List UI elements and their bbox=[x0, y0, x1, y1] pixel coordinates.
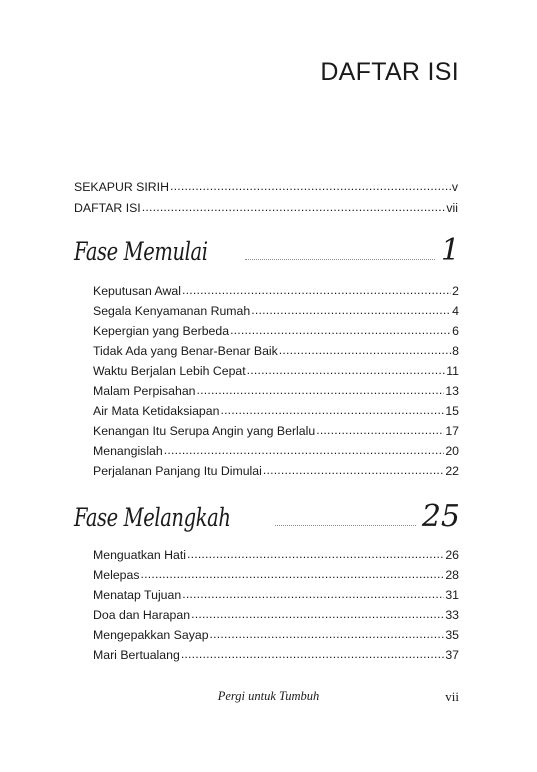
toc-entry-label: SEKAPUR SIRIH bbox=[74, 180, 169, 195]
dot-leader bbox=[220, 403, 444, 415]
dot-leader bbox=[182, 283, 451, 295]
dot-leader bbox=[316, 423, 444, 435]
dot-leader bbox=[247, 363, 446, 375]
toc-entry-label: DAFTAR ISI bbox=[74, 201, 141, 216]
dot-leader bbox=[230, 323, 451, 335]
dot-leader bbox=[170, 179, 451, 191]
dot-leader bbox=[140, 567, 444, 579]
toc-entry-label: Menangislah bbox=[93, 444, 163, 459]
toc-entry-label: Menguatkan Hati bbox=[93, 548, 186, 563]
toc-entry-label: Kepergian yang Berbeda bbox=[93, 324, 230, 339]
toc-entry-page: vii bbox=[446, 201, 458, 216]
dot-leader bbox=[182, 587, 444, 599]
toc-entry[interactable] bbox=[93, 283, 459, 298]
toc-entry[interactable] bbox=[93, 547, 459, 562]
toc-entry-label: Malam Perpisahan bbox=[93, 384, 196, 399]
section-page: 25 bbox=[421, 499, 460, 534]
toc-entry[interactable] bbox=[93, 343, 459, 358]
toc-entry-label: Menatap Tujuan bbox=[93, 588, 182, 603]
toc-entry-label: Kenangan Itu Serupa Angin yang Berlalu bbox=[93, 424, 316, 439]
toc-entry[interactable] bbox=[93, 363, 459, 378]
toc-entry-page: 37 bbox=[445, 648, 459, 663]
dot-leader bbox=[275, 525, 416, 526]
section-heading-fase-memulai[interactable] bbox=[74, 226, 460, 266]
toc-entry-label: Mengepakkan Sayap bbox=[93, 628, 209, 643]
toc-entry-label: Doa dan Harapan bbox=[93, 608, 191, 623]
toc-entry-page: 6 bbox=[452, 324, 459, 339]
toc-entry-page: 26 bbox=[445, 548, 459, 563]
toc-entry-label: Perjalanan Panjang Itu Dimulai bbox=[93, 464, 262, 479]
toc-entry[interactable] bbox=[93, 443, 459, 458]
toc-entry[interactable] bbox=[93, 567, 459, 582]
toc-entry-page: 15 bbox=[445, 404, 459, 419]
toc-entry-label: Melepas bbox=[93, 568, 140, 583]
toc-entry[interactable] bbox=[93, 607, 459, 622]
dot-leader bbox=[164, 443, 445, 455]
toc-entry-page: 33 bbox=[445, 608, 459, 623]
running-footer-title: Pergi untuk Tumbuh bbox=[217, 689, 320, 703]
toc-entry-page: 13 bbox=[445, 384, 459, 399]
toc-entry-label: Tidak Ada yang Benar-Benar Baik bbox=[93, 344, 278, 359]
toc-entry-label: Mari Bertualang bbox=[93, 648, 180, 663]
toc-entry-page: 4 bbox=[452, 304, 459, 319]
toc-entry[interactable] bbox=[93, 383, 459, 398]
toc-entry-page: 20 bbox=[445, 444, 459, 459]
toc-entry-page: 11 bbox=[446, 364, 459, 379]
page-number: vii bbox=[445, 689, 459, 704]
toc-entry[interactable] bbox=[93, 403, 459, 418]
dot-leader bbox=[142, 200, 446, 212]
section-title: Fase Memulai bbox=[74, 237, 208, 266]
toc-entry-label: Segala Kenyamanan Rumah bbox=[93, 304, 251, 319]
dot-leader bbox=[191, 607, 444, 619]
toc-entry-page: 2 bbox=[452, 284, 459, 299]
toc-entry-label: Waktu Berjalan Lebih Cepat bbox=[93, 364, 246, 379]
page-title: DAFTAR ISI bbox=[320, 58, 459, 86]
toc-entry[interactable] bbox=[93, 627, 459, 642]
toc-entry-page: 22 bbox=[445, 464, 459, 479]
toc-entry[interactable] bbox=[93, 587, 459, 602]
dot-leader bbox=[187, 547, 444, 559]
section-title: Fase Melangkah bbox=[74, 503, 231, 532]
toc-entry-page: 31 bbox=[445, 588, 459, 603]
toc-entry[interactable] bbox=[93, 647, 459, 662]
toc-entry-page: 28 bbox=[445, 568, 459, 583]
toc-entry-page: 17 bbox=[445, 424, 459, 439]
toc-entry-label: Keputusan Awal bbox=[93, 284, 181, 299]
dot-leader bbox=[263, 463, 444, 475]
toc-entry-sekapur-sirih[interactable] bbox=[74, 179, 458, 194]
toc-entry[interactable] bbox=[93, 323, 459, 338]
dot-leader bbox=[210, 627, 445, 639]
toc-entry-label: Air Mata Ketidaksiapan bbox=[93, 404, 220, 419]
toc-entry-daftar-isi[interactable] bbox=[74, 200, 458, 215]
section-heading-fase-melangkah[interactable] bbox=[74, 492, 460, 532]
dot-leader bbox=[251, 303, 451, 315]
toc-entry[interactable] bbox=[93, 303, 459, 318]
toc-entry-page: 8 bbox=[452, 344, 459, 359]
dot-leader bbox=[245, 259, 435, 260]
toc-entry-page: 35 bbox=[445, 628, 459, 643]
section-page: 1 bbox=[440, 233, 460, 268]
dot-leader bbox=[181, 647, 445, 659]
toc-entry[interactable] bbox=[93, 423, 459, 438]
toc-entry-page: v bbox=[451, 180, 458, 195]
dot-leader bbox=[279, 343, 451, 355]
toc-entry[interactable] bbox=[93, 463, 459, 478]
dot-leader bbox=[197, 383, 445, 395]
